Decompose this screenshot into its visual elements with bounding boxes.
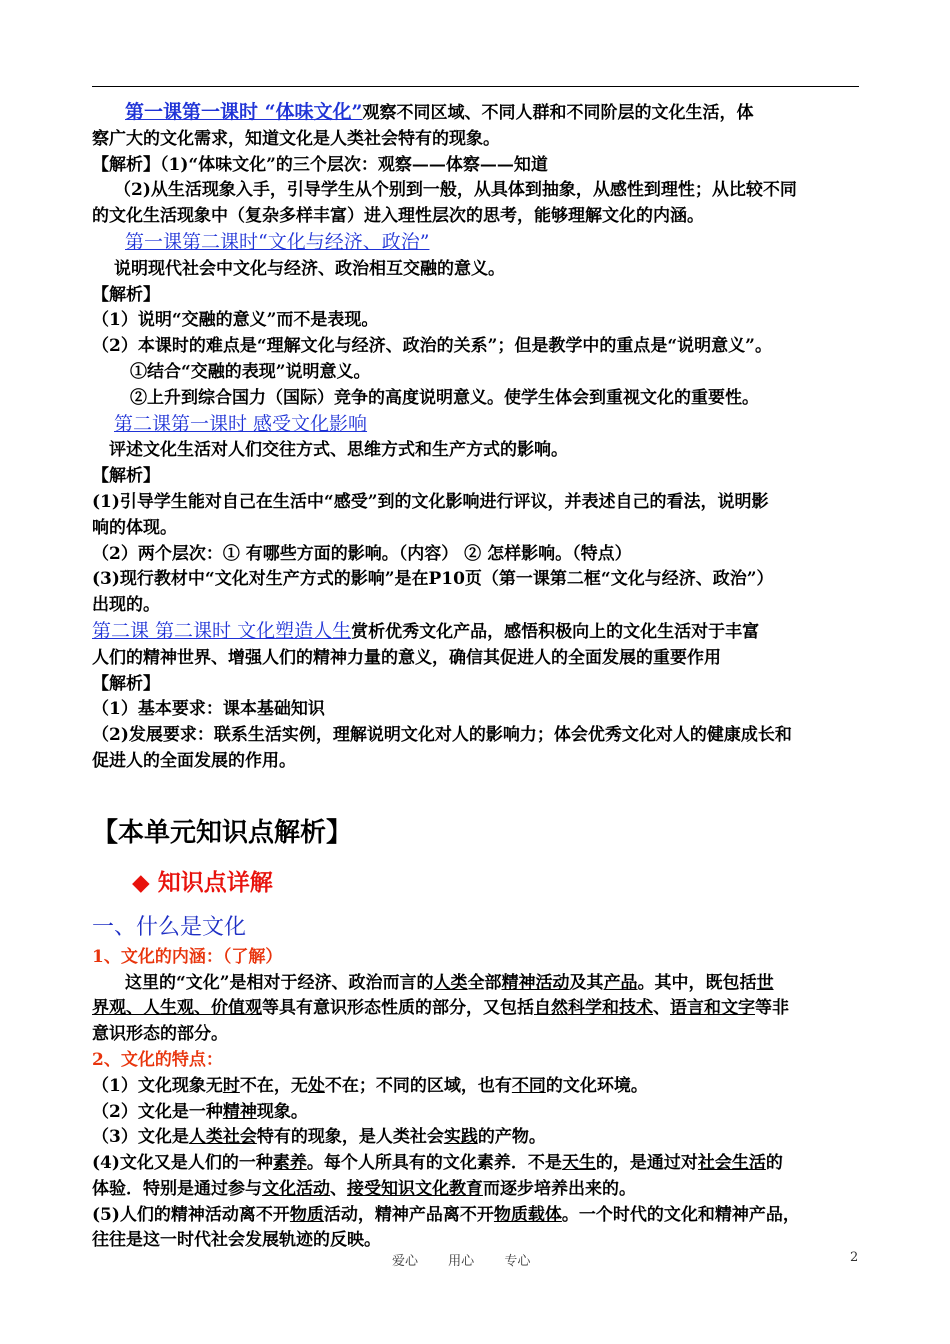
text-run: （3）文化是 <box>92 1127 189 1148</box>
text-run: (4)文化又是人们的一种 <box>92 1153 273 1174</box>
lesson2-a2: （2）本课时的难点是“理解文化与经济、政治的关系”；但是教学中的重点是“说明意义”。 <box>92 336 772 357</box>
text-run: 的 <box>765 1153 783 1174</box>
text-run: 活动，精神产品离不开 <box>323 1204 494 1225</box>
text-run: 等非 <box>755 998 789 1019</box>
text-run: 现象。 <box>256 1101 308 1122</box>
lesson1-analysis2: （2)从生活现象入手，引导学生从个别到一般，从具体到抽象，从感性到理性；从比较不同 <box>114 180 797 201</box>
footer-motto <box>392 1250 556 1269</box>
lesson2-desc: 说明现代社会中文化与经济、政治相互交融的意义。 <box>114 258 505 279</box>
text-run: 特有的现象，是人类社会 <box>256 1127 444 1148</box>
keyword: 时 <box>222 1075 240 1096</box>
lesson1-analysis1: 【解析】（1)“体味文化”的三个层次：观察——体察——知道 <box>92 154 548 175</box>
lesson3-title-line <box>92 412 862 439</box>
keyword: 实践 <box>443 1127 478 1148</box>
lesson2-a1: （1）说明“交融的意义”而不是表现。 <box>92 310 379 331</box>
text-run: 。每个人所具有的文化素养．不是 <box>306 1153 562 1174</box>
keyword: 界观、人生观、价值观 <box>92 998 262 1019</box>
lesson1-line1 <box>92 100 862 127</box>
unit-title: 【本单元知识点解析】 <box>92 817 353 848</box>
keyword: 天生 <box>561 1153 596 1174</box>
feature-2 <box>92 1100 862 1126</box>
lesson4-a1: （1）基本要求：课本基础知识 <box>92 699 325 720</box>
keyword: 产品 <box>603 972 638 993</box>
keyword: 接受知识文化教育 <box>347 1178 483 1199</box>
text-run: 及其 <box>569 972 604 993</box>
lesson4-line1 <box>92 619 862 646</box>
text-run: 、 <box>330 1178 347 1199</box>
text-run: （1）文化现象无 <box>92 1075 223 1096</box>
text-run: 的文化环境。 <box>545 1075 648 1096</box>
text-run: 的产物。 <box>477 1127 546 1148</box>
keyword: 物质 <box>289 1204 324 1225</box>
lesson3-a3: (3)现行教材中“文化对生产方式的影响”是在P10页（第一课第二框“文化与经济、政治”） <box>92 569 774 590</box>
lesson1-analysis3: 的文化生活现象中（复杂多样丰富）进入理性层次的思考，能够理解文化的内涵。 <box>92 206 704 227</box>
text-run: 不在，无 <box>239 1075 308 1096</box>
text-run: 的，是通过对 <box>595 1153 698 1174</box>
keyword: 人类社会 <box>188 1127 257 1148</box>
lesson4-intro: 赏析优秀文化产品，感悟积极向上的文化生活对于丰富 <box>351 621 760 642</box>
keyword: 文化活动 <box>262 1178 330 1199</box>
lesson1-line2: 察广大的文化需求，知道文化是人类社会特有的现象。 <box>92 128 500 149</box>
lesson3-a1: (1)引导学生能对自己在生活中“感受”到的文化影响进行评议，并表述自己的看法，说明影 <box>92 491 769 512</box>
text-run: 体验．特别是通过参与 <box>92 1178 262 1199</box>
text-run: 而逐步培养出来的。 <box>483 1178 636 1199</box>
keyword: 人类 <box>433 972 468 993</box>
text-run: 等具有意识形态性质的部分，又包括 <box>262 998 534 1019</box>
keyword: 处 <box>307 1075 325 1096</box>
text-run: 、 <box>653 998 670 1019</box>
lesson2-title: 第一课第二课时“文化与经济、政治” <box>125 230 430 253</box>
knowledge-heading: ◆ 知识点详解 <box>132 869 273 896</box>
footer-item: 用心 <box>448 1254 475 1269</box>
lesson4-title: 第二课 第二课时 文化塑造人生 <box>92 619 352 642</box>
lesson3-analysis-label: 【解析】 <box>92 466 160 487</box>
lesson2-title-line <box>92 230 862 257</box>
lesson3-a1b: 响的体现。 <box>92 517 177 538</box>
feature-3 <box>92 1125 862 1151</box>
keyword: 素养 <box>272 1153 307 1174</box>
text-run: (5)人们的精神活动离不开 <box>92 1204 290 1225</box>
text-run: 不在；不同的区域，也有 <box>324 1075 512 1096</box>
sub-heading-connotation: 1、文化的内涵：（了解） <box>92 946 283 967</box>
text-run: 。其中，既包括 <box>637 972 757 993</box>
feature-4-line2 <box>92 1177 862 1203</box>
keyword: 不同 <box>511 1075 546 1096</box>
lesson3-a2: （2）两个层次：① 有哪些方面的影响。（内容） ② 怎样影响。（特点） <box>92 543 632 564</box>
keyword: 精神 <box>222 1101 257 1122</box>
sub-heading-features: 2、文化的特点： <box>92 1049 223 1070</box>
lesson2-a3: ①结合“交融的表现”说明意义。 <box>130 361 371 382</box>
keyword: 社会生活 <box>697 1153 766 1174</box>
heading-what-is-culture: 一、什么是文化 <box>92 914 247 940</box>
connotation-line1 <box>92 971 862 997</box>
lesson4-line2: 人们的精神世界、增强人们的精神力量的意义，确信其促进人的全面发展的重要作用 <box>92 647 721 668</box>
feature-1 <box>92 1074 862 1100</box>
feature-5 <box>92 1203 862 1229</box>
keyword: 世 <box>756 972 774 993</box>
page-number: 2 <box>850 1250 859 1265</box>
feature-4 <box>92 1151 862 1177</box>
lesson4-a2: （2)发展要求：联系生活实例，理解说明文化对人的影响力；体会优秀文化对人的健康成长和 <box>92 725 792 746</box>
text-run: 全部 <box>467 972 502 993</box>
lesson1-title: 第一课第一课时 “体味文化” <box>125 101 363 123</box>
lesson4-a2b: 促进人的全面发展的作用。 <box>92 750 296 771</box>
lesson4-analysis-label: 【解析】 <box>92 673 160 694</box>
lesson3-a3b: 出现的。 <box>92 595 160 616</box>
keyword: 语言和文字 <box>670 998 755 1019</box>
header-rule <box>92 86 859 87</box>
keyword: 精神活动 <box>501 972 570 993</box>
feature-5-line2: 往往是这一时代社会发展轨迹的反映。 <box>92 1230 381 1251</box>
lesson2-analysis-label: 【解析】 <box>92 284 160 305</box>
text-run: 。一个时代的文化和精神产品， <box>561 1204 800 1225</box>
text-run: （2）文化是一种 <box>92 1101 223 1122</box>
text-run: 这里的“文化”是相对于经济、政治而言的 <box>125 972 434 993</box>
keyword: 自然科学和技术 <box>534 998 653 1019</box>
lesson3-desc: 评述文化生活对人们交往方式、思维方式和生产方式的影响。 <box>109 440 568 461</box>
page-content <box>92 100 862 1254</box>
footer-item: 专心 <box>504 1254 531 1269</box>
lesson3-title: 第二课第一课时 感受文化影响 <box>114 412 368 435</box>
lesson2-a4: ②上升到综合国力（国际）竞争的高度说明意义。使学生体会到重视文化的重要性。 <box>130 387 759 408</box>
footer-item: 爱心 <box>392 1254 419 1269</box>
lesson1-intro: 观察不同区域、不同人群和不同阶层的文化生活，体 <box>362 103 754 123</box>
connotation-line3: 意识形态的部分。 <box>92 1024 228 1045</box>
connotation-line2 <box>92 996 862 1022</box>
keyword: 物质载体 <box>493 1204 562 1225</box>
